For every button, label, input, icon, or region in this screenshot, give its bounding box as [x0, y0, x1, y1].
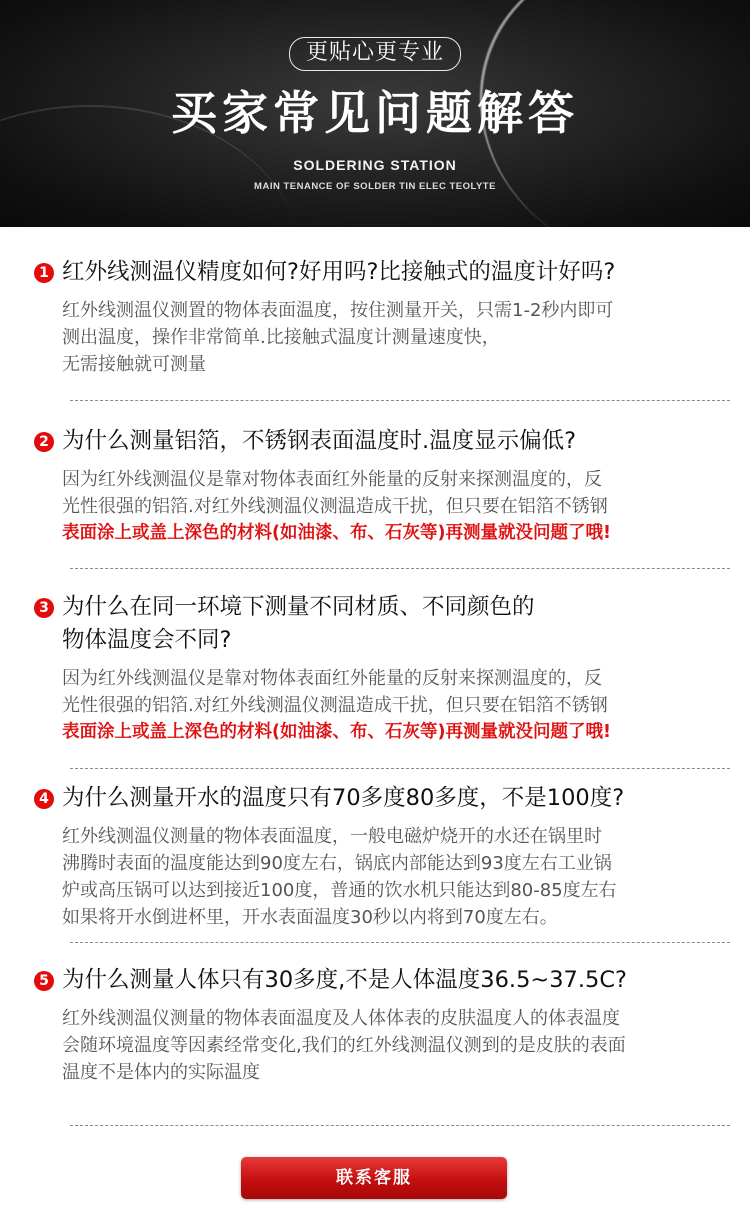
faq-question: 红外线测温仪精度如何?好用吗?比接触式的温度计好吗? [62, 259, 616, 285]
answer-highlight: 表面涂上或盖上深色的材料(如油漆、布、石灰等)再测量就没问题了哦! [62, 722, 611, 742]
header-subtitle: SOLDERING STATION [293, 157, 457, 173]
answer-line: 温度不是体内的实际温度 [62, 1062, 260, 1083]
header-subtitle-small: MAIN TENANCE OF SOLDER TIN ELEC TEOLYTE [254, 181, 496, 192]
faq-item-3 [0, 591, 750, 746]
faq-item-2 [0, 425, 750, 547]
page-title: 买家常见问题解答 [171, 86, 579, 140]
faq-item-1 [0, 256, 750, 378]
answer-line: 测出温度，操作非常简单.比接触式温度计测量速度快， [62, 327, 500, 348]
number-badge-icon: 4 [34, 789, 54, 809]
dashed-divider [70, 1125, 730, 1126]
answer-line: 红外线测温仪测量的物体表面温度，一般电磁炉烧开的水还在锅里时 [62, 826, 602, 847]
faq-answer [62, 466, 727, 547]
answer-highlight: 表面涂上或盖上深色的材料(如油漆、布、石灰等)再测量就没问题了哦! [62, 523, 611, 543]
answer-line: 会随环境温度等因素经常变化,我们的红外线测温仪测到的是皮肤的表面 [62, 1035, 626, 1056]
dashed-divider [70, 768, 730, 769]
dashed-divider [70, 942, 730, 943]
faq-answer [62, 665, 727, 746]
faq-question [62, 591, 722, 657]
answer-line: 光性很强的铝箔.对红外线测温仪测温造成干扰，但只要在铝箔不锈钢 [62, 695, 608, 716]
answer-line: 因为红外线测温仪是靠对物体表面红外能量的反射来探测温度的，反 [62, 469, 602, 490]
answer-line: 无需接触就可测量 [62, 354, 206, 375]
faq-question: 为什么测量人体只有30多度,不是人体温度36.5~37.5C? [62, 967, 627, 993]
faq-question: 为什么测量开水的温度只有70多度80多度，不是100度? [62, 785, 625, 811]
question-line: 为什么在同一环境下测量不同材质、不同颜色的 [62, 594, 535, 620]
faq-item-5 [0, 964, 750, 1086]
number-badge-icon: 3 [34, 598, 54, 618]
dashed-divider [70, 400, 730, 401]
dashed-divider [70, 568, 730, 569]
number-badge-icon: 5 [34, 971, 54, 991]
faq-item-4 [0, 782, 750, 931]
faq-answer [62, 297, 727, 378]
answer-line: 如果将开水倒进杯里，开水表面温度30秒以内将到70度左右。 [62, 907, 558, 928]
number-badge-icon: 1 [34, 263, 54, 283]
answer-line: 沸腾时表面的温度能达到90度左右，锅底内部能达到93度左右工业锅 [62, 853, 612, 874]
answer-line: 光性很强的铝箔.对红外线测温仪测温造成干扰，但只要在铝箔不锈钢 [62, 496, 608, 517]
answer-line: 红外线测温仪测置的物体表面温度，按住测量开关，只需1-2秒内即可 [62, 300, 614, 321]
number-badge-icon: 2 [34, 432, 54, 452]
answer-line: 红外线测温仪测量的物体表面温度及人体体表的皮肤温度人的体表温度 [62, 1008, 620, 1029]
faq-question: 为什么测量铝箔，不锈钢表面温度时.温度显示偏低? [62, 428, 577, 454]
faq-answer [62, 1005, 727, 1086]
question-line: 物体温度会不同? [62, 627, 232, 653]
contact-service-button[interactable]: 联系客服 [241, 1157, 507, 1199]
answer-line: 炉或高压锅可以达到接近100度，普通的饮水机只能达到80-85度左右 [62, 880, 617, 901]
answer-line: 因为红外线测温仪是靠对物体表面红外能量的反射来探测温度的，反 [62, 668, 602, 689]
header-pill-tag: 更贴心更专业 [289, 37, 461, 71]
header-banner [0, 0, 750, 227]
faq-answer [62, 823, 727, 931]
